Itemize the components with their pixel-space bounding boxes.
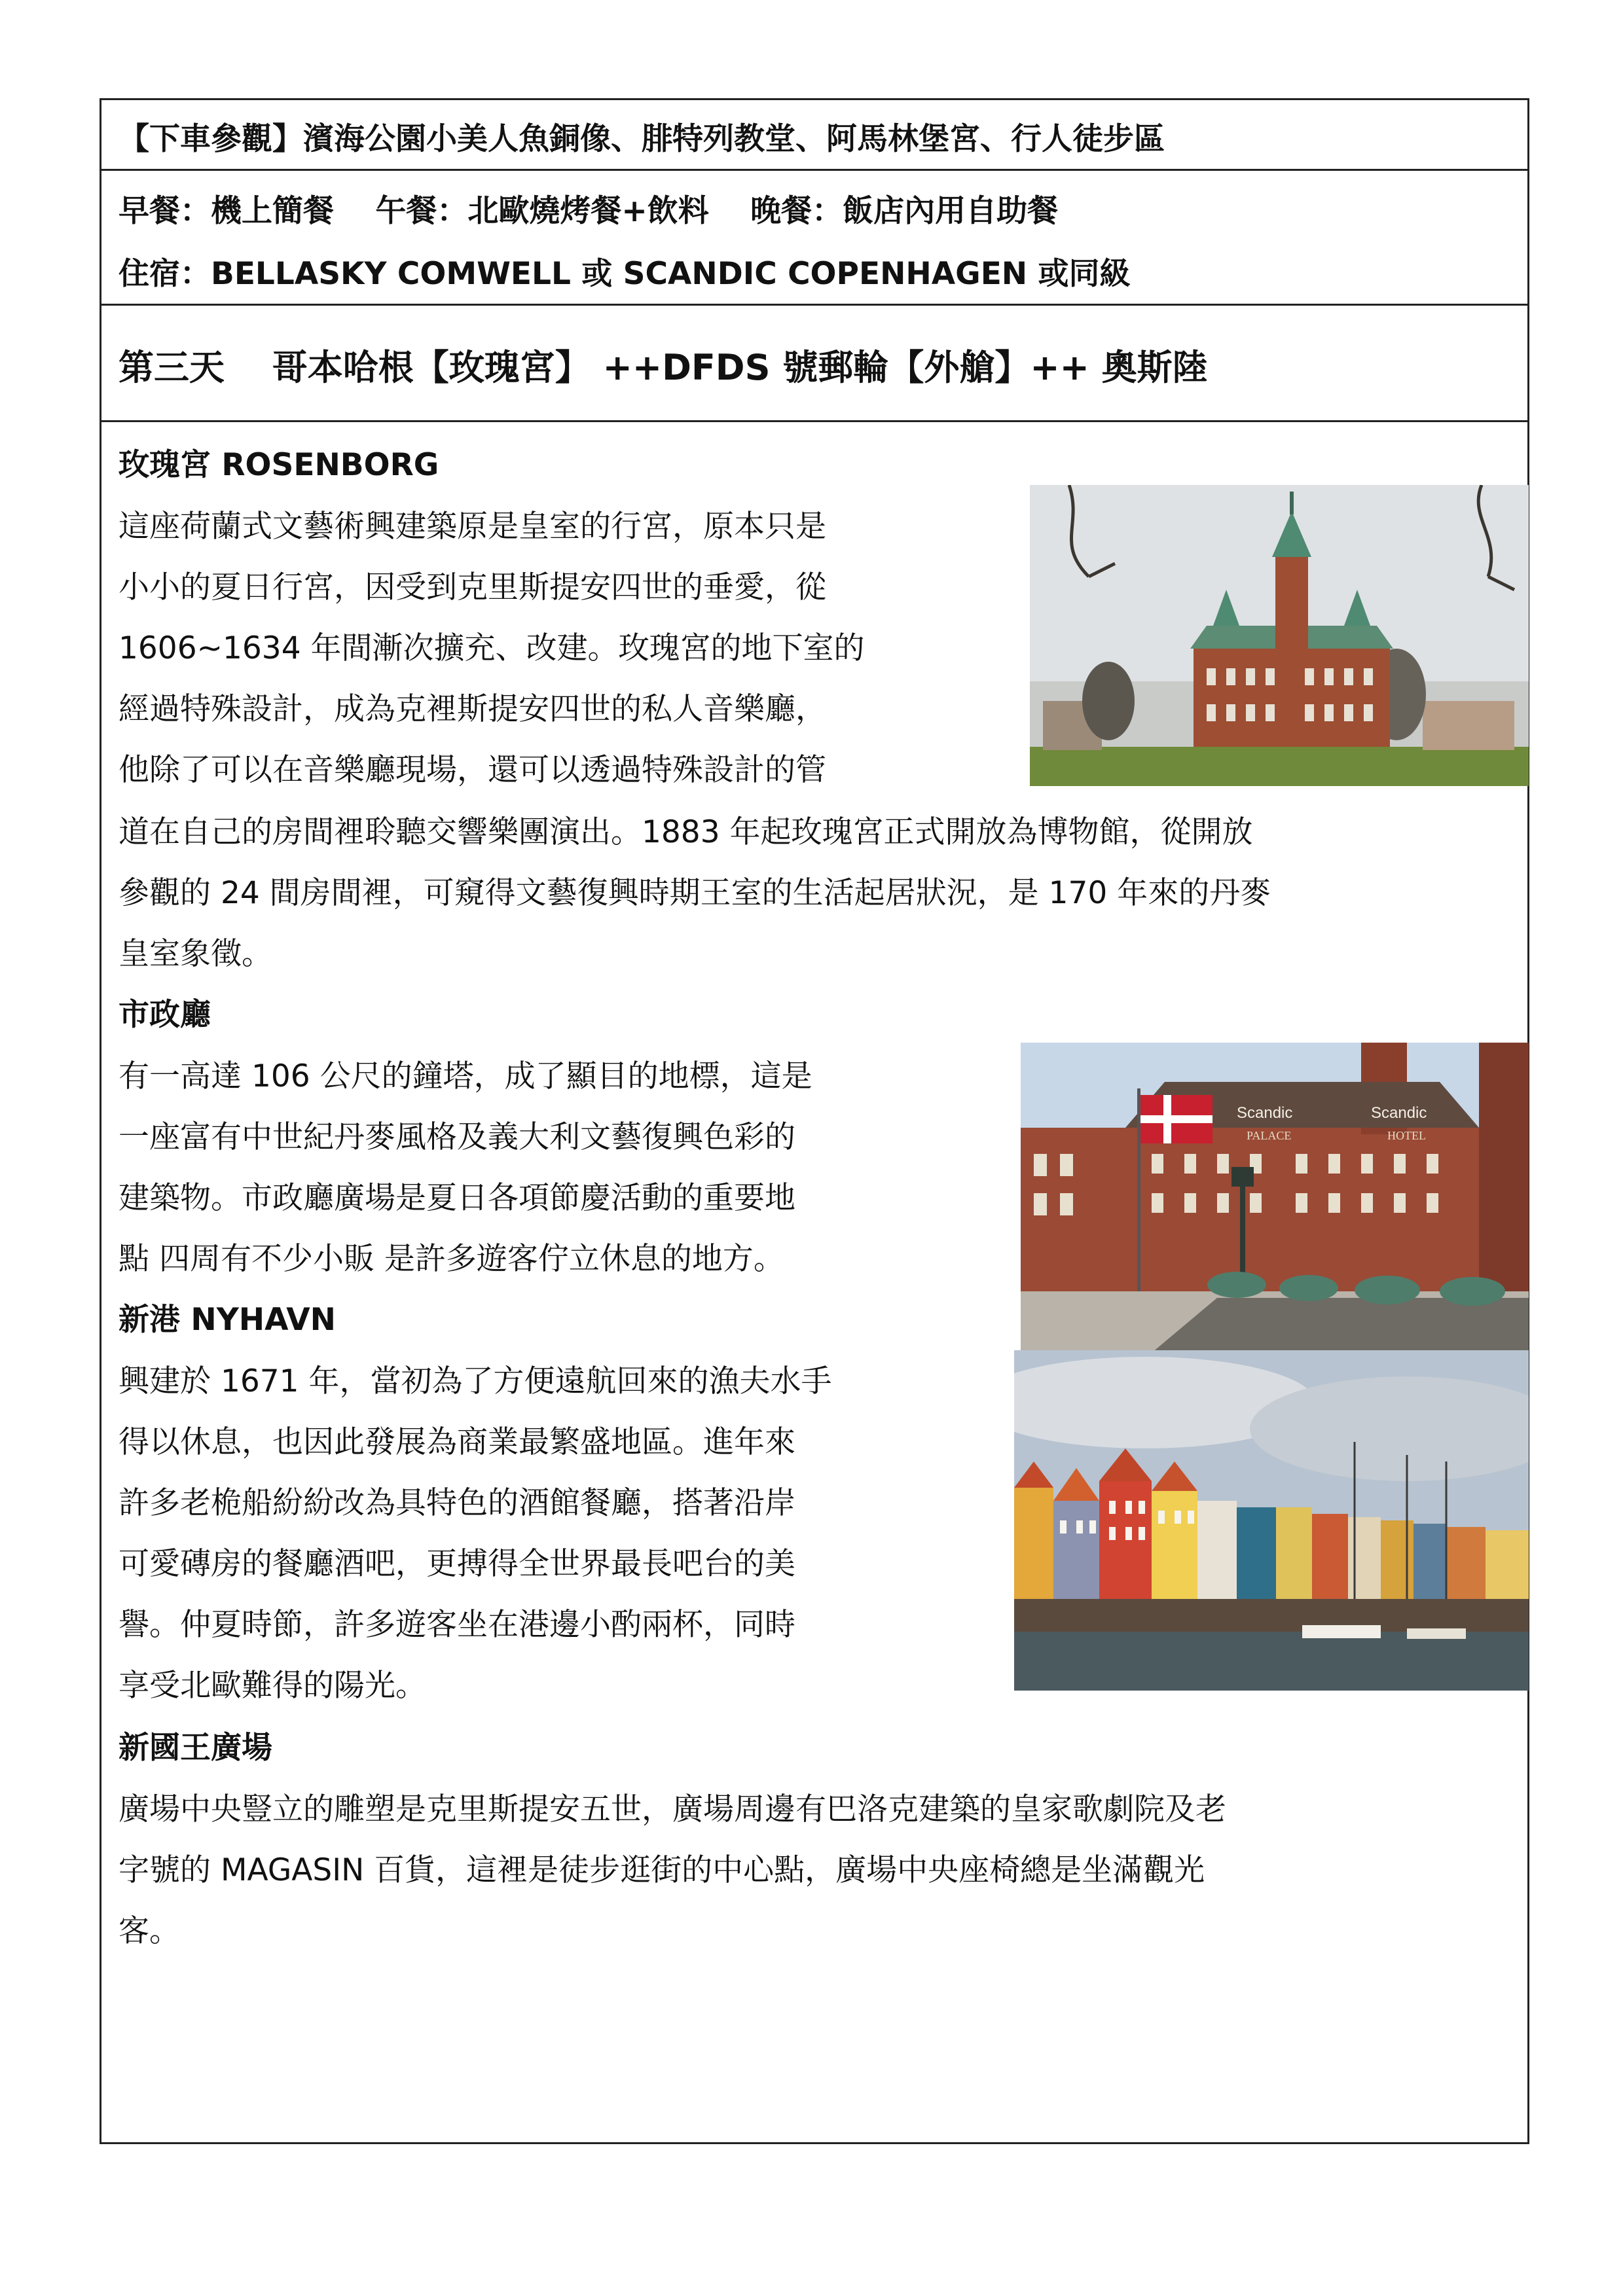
kongens-nytorv-line-3: 客。 [119, 1913, 180, 1949]
city-hall-heading: 市政廳 [119, 997, 211, 1033]
scandic-sign-right: Scandic [1371, 1104, 1427, 1122]
nyhavn-line-1: 興建於 1671 年，當初為了方便遠航回來的漁夫水手 [119, 1363, 832, 1399]
sightseeing-row [101, 100, 1527, 171]
day-body [101, 422, 1527, 2142]
rosenborg-line-2: 小小的夏日行宮，因受到克里斯提安四世的垂愛，從 [119, 569, 826, 605]
city-hall-line-3: 建築物。市政廳廣場是夏日各項節慶活動的重要地 [119, 1180, 795, 1216]
nyhavn-line-2: 得以休息，也因此發展為商業最繁盛地區。進年來 [119, 1424, 795, 1460]
nyhavn-photo [1014, 1350, 1529, 1691]
scandic-sign-left: Scandic [1237, 1104, 1293, 1122]
rosenborg-line-7: 參觀的 24 間房間裡，可窺得文藝復興時期王室的生活起居狀況，是 170 年來的丹麥 [119, 875, 1271, 911]
sightseeing-text: 【下車參觀】濱海公園小美人魚銅像、腓特列教堂、阿馬林堡宮、行人徒步區 [119, 121, 1165, 157]
nyhavn-line-5: 譽。仲夏時節，許多遊客坐在港邊小酌兩杯，同時 [119, 1607, 795, 1643]
day-title-row [101, 306, 1527, 422]
city-hall-line-2: 一座富有中世紀丹麥風格及義大利文藝復興色彩的 [119, 1119, 795, 1155]
nyhavn-line-3: 許多老桅船紛紛改為具特色的酒館餐廳，搭著沿岸 [119, 1485, 795, 1521]
city-hall-photo [1021, 1043, 1529, 1353]
kongens-nytorv-line-2: 字號的 MAGASIN 百貨，這裡是徒步逛街的中心點，廣場中央座椅總是坐滿觀光 [119, 1852, 1205, 1888]
rosenborg-line-1: 這座荷蘭式文藝術興建築原是皇室的行宮，原本只是 [119, 509, 826, 545]
rosenborg-photo [1030, 485, 1529, 786]
rosenborg-line-8: 皇室象徵。 [119, 936, 272, 972]
rosenborg-heading: 玫瑰宮 ROSENBORG [119, 447, 439, 483]
rosenborg-line-3: 1606~1634 年間漸次擴充、改建。玫瑰宮的地下室的 [119, 630, 865, 666]
city-hall-line-1: 有一高達 106 公尺的鐘塔，成了顯目的地標，這是 [119, 1058, 812, 1094]
kongens-nytorv-heading: 新國王廣場 [119, 1730, 272, 1766]
hotel-text: 住宿：BELLASKY COMWELL 或 SCANDIC COPENHAGEN 或同級 [119, 256, 1131, 292]
day-title: 第三天 哥本哈根【玫瑰宮】 ++DFDS 號郵輪【外艙】++ 奧斯陸 [119, 347, 1208, 388]
meals-text: 早餐：機上簡餐 午餐：北歐燒烤餐+飲料 晚餐：飯店內用自助餐 [119, 193, 1059, 229]
meals-hotel-row [101, 171, 1527, 306]
itinerary-table [100, 98, 1529, 2144]
rosenborg-line-5: 他除了可以在音樂廳現場，還可以透過特殊設計的管 [119, 752, 826, 788]
nyhavn-line-6: 享受北歐難得的陽光。 [119, 1668, 426, 1704]
rosenborg-line-4: 經過特殊設計，成為克裡斯提安四世的私人音樂廳， [119, 691, 826, 727]
palace-sign: PALACE [1247, 1129, 1292, 1142]
nyhavn-line-4: 可愛磚房的餐廳酒吧，更搏得全世界最長吧台的美 [119, 1546, 795, 1582]
rosenborg-line-6: 道在自己的房間裡聆聽交響樂團演出。1883 年起玫瑰宮正式開放為博物館，從開放 [119, 814, 1253, 850]
kongens-nytorv-line-1: 廣場中央豎立的雕塑是克里斯提安五世，廣場周邊有巴洛克建築的皇家歌劇院及老 [119, 1791, 1226, 1827]
nyhavn-heading: 新港 NYHAVN [119, 1302, 336, 1338]
city-hall-line-4: 點 四周有不少小販 是許多遊客佇立休息的地方。 [119, 1241, 784, 1277]
hotel-sign: HOTEL [1387, 1129, 1426, 1142]
